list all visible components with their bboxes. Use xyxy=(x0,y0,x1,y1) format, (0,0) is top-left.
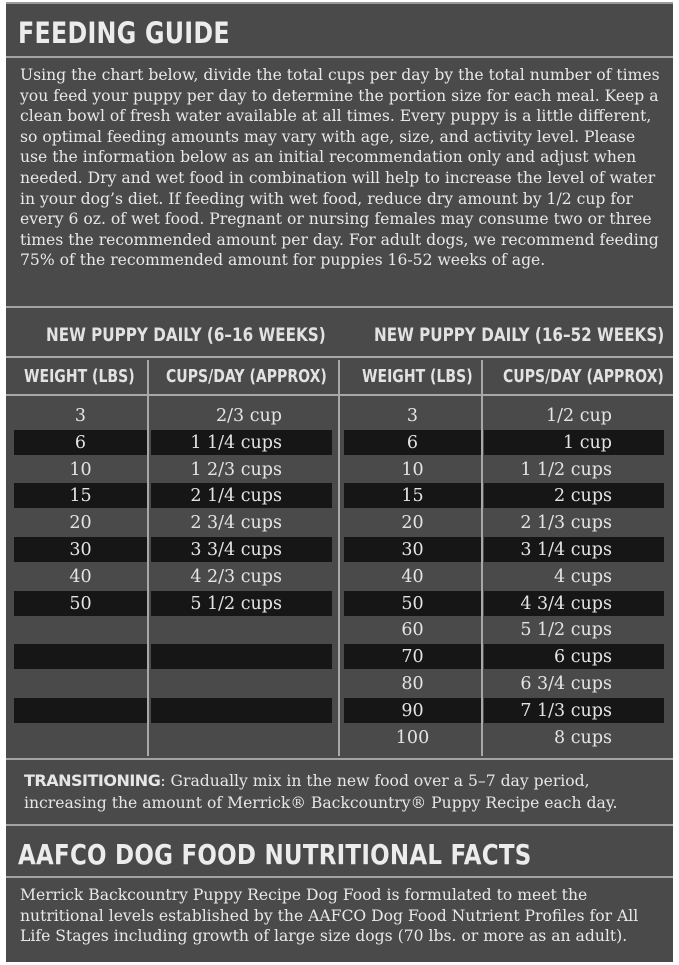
cups-cell xyxy=(151,725,332,750)
weight-cell: 10 xyxy=(401,459,424,480)
cups-cell: 4 cups xyxy=(554,566,612,587)
cups-cell xyxy=(151,698,332,723)
weight-cell: 80 xyxy=(401,673,424,694)
table-row xyxy=(340,724,673,751)
cups-cell: 1 1/2 cups xyxy=(520,459,612,480)
cups-cell: 1 1/4 cups xyxy=(151,430,332,455)
cups-cell: 3 1/4 cups xyxy=(484,537,664,562)
weight-cell: 40 xyxy=(401,566,424,587)
feeding-guide-title: FEEDING GUIDE xyxy=(18,16,230,50)
transitioning-note xyxy=(24,770,664,814)
table-row xyxy=(6,509,340,536)
table-row xyxy=(6,724,340,751)
weight-cell xyxy=(14,725,147,750)
cups-cell: 2 1/3 cups xyxy=(520,513,612,534)
left-weight-header: WEIGHT (LBS) xyxy=(24,366,135,387)
weight-cell: 60 xyxy=(401,620,424,641)
cups-cell: 3 3/4 cups xyxy=(151,537,332,562)
cups-cell: 2 cups xyxy=(484,483,664,508)
weight-cell: 3 xyxy=(406,406,419,426)
weight-cell xyxy=(14,644,147,669)
table-row xyxy=(340,563,673,590)
title-divider xyxy=(6,56,673,58)
weight-cell: 15 xyxy=(344,483,481,508)
cups-cell: 2 3/4 cups xyxy=(190,513,282,534)
table-row xyxy=(6,616,340,643)
aafco-top-divider xyxy=(6,824,673,826)
cups-cell: 6 cups xyxy=(484,644,664,669)
cups-cell: 8 cups xyxy=(554,727,612,748)
table-bottom-divider xyxy=(6,758,673,760)
weight-cell: 10 xyxy=(69,459,92,480)
cups-cell: 5 1/2 cups xyxy=(151,591,332,616)
weight-cell: 20 xyxy=(401,513,424,534)
table-row xyxy=(6,482,340,509)
table-row xyxy=(340,643,673,670)
table-row xyxy=(6,563,340,590)
weight-cell xyxy=(14,617,147,642)
left-cups-header: CUPS/DAY (APPROX) xyxy=(166,366,327,387)
transitioning-text: : Gradually mix in the new food over a 5–7 day period, increasing the amount of Merrick® Backcountry® Puppy Recipe each day. xyxy=(24,772,618,812)
table-row xyxy=(6,670,340,697)
right-table-title: NEW PUPPY DAILY (16–52 WEEKS) xyxy=(374,324,665,346)
weight-cell: 3 xyxy=(74,406,87,426)
weight-cell: 6 xyxy=(14,430,147,455)
weight-cell: 50 xyxy=(344,591,481,616)
weight-cell: 100 xyxy=(395,727,430,748)
table-row xyxy=(6,402,340,429)
left-feeding-table xyxy=(6,402,340,750)
table-row xyxy=(6,536,340,563)
aafco-title: AAFCO DOG FOOD NUTRITIONAL FACTS xyxy=(18,838,532,871)
cups-cell: 1/2 cup xyxy=(545,406,612,426)
table-row xyxy=(6,429,340,456)
table-row xyxy=(340,402,673,429)
table-row xyxy=(340,670,673,697)
table-row xyxy=(340,482,673,509)
cups-cell: 2/3 cup xyxy=(215,406,282,426)
table-row xyxy=(340,456,673,483)
transitioning-label: TRANSITIONING xyxy=(24,771,161,790)
weight-cell: 70 xyxy=(344,644,481,669)
table-row xyxy=(6,643,340,670)
weight-cell: 40 xyxy=(69,566,92,587)
weight-cell: 15 xyxy=(14,483,147,508)
aafco-title-divider xyxy=(6,876,673,878)
weight-cell: 30 xyxy=(344,537,481,562)
weight-cell: 6 xyxy=(344,430,481,455)
weight-cell xyxy=(14,671,147,696)
table-row xyxy=(6,697,340,724)
intro-divider xyxy=(6,306,673,308)
weight-cell xyxy=(14,698,147,723)
top-border xyxy=(6,2,673,4)
table-row xyxy=(340,590,673,617)
cups-cell: 6 3/4 cups xyxy=(520,673,612,694)
table-row xyxy=(6,590,340,617)
weight-cell: 90 xyxy=(344,698,481,723)
right-cups-header: CUPS/DAY (APPROX) xyxy=(503,366,664,387)
cups-cell: 2 1/4 cups xyxy=(151,483,332,508)
cups-cell: 7 1/3 cups xyxy=(484,698,664,723)
feeding-guide-panel xyxy=(6,2,673,962)
cups-cell xyxy=(151,617,332,642)
right-weight-header: WEIGHT (LBS) xyxy=(362,366,473,387)
right-feeding-table xyxy=(340,402,673,750)
table-row xyxy=(340,536,673,563)
aafco-text: Merrick Backcountry Puppy Recipe Dog Food is formulated to meet the nutritional levels established by the AAFCO Dog Food Nutrient Profiles for All Life Stages including growth of large size dogs (70 lbs. or more as an adult). xyxy=(20,886,639,946)
table-row xyxy=(6,456,340,483)
cups-cell xyxy=(151,644,332,669)
cups-cell xyxy=(151,671,332,696)
left-table-title: NEW PUPPY DAILY (6–16 WEEKS) xyxy=(46,324,326,346)
cups-cell: 4 3/4 cups xyxy=(484,591,664,616)
table-row xyxy=(340,429,673,456)
feeding-guide-intro: Using the chart below, divide the total cups per day by the total number of times you feed your puppy per day to determine the portion size for each meal. Keep a clean bowl of fresh water available at all times. Every puppy is a little different, so optimal feeding amounts may vary with age, size, and activity level. Please use the information below as an initial recommendation only and adjust when needed. Dry and wet food in combination will help to increase the level of water in your dog’s diet. If feeding with wet food, reduce dry amount by 1/2 cup for every 6 oz. of wet food. Pregnant or nursing females may consume two or three times the recommended amount per day. For adult dogs, we recommend feeding 75% of the recommended amount for puppies 16-52 weeks of age. xyxy=(20,66,660,270)
cups-cell: 4 2/3 cups xyxy=(190,566,282,587)
table-row xyxy=(340,697,673,724)
table-row xyxy=(340,616,673,643)
cups-cell: 5 1/2 cups xyxy=(520,620,612,641)
weight-cell: 20 xyxy=(69,513,92,534)
cups-cell: 1 2/3 cups xyxy=(190,459,282,480)
table-top-line xyxy=(6,356,673,358)
table-row xyxy=(340,509,673,536)
weight-cell: 30 xyxy=(14,537,147,562)
cups-cell: 1 cup xyxy=(484,430,664,455)
weight-cell: 50 xyxy=(14,591,147,616)
